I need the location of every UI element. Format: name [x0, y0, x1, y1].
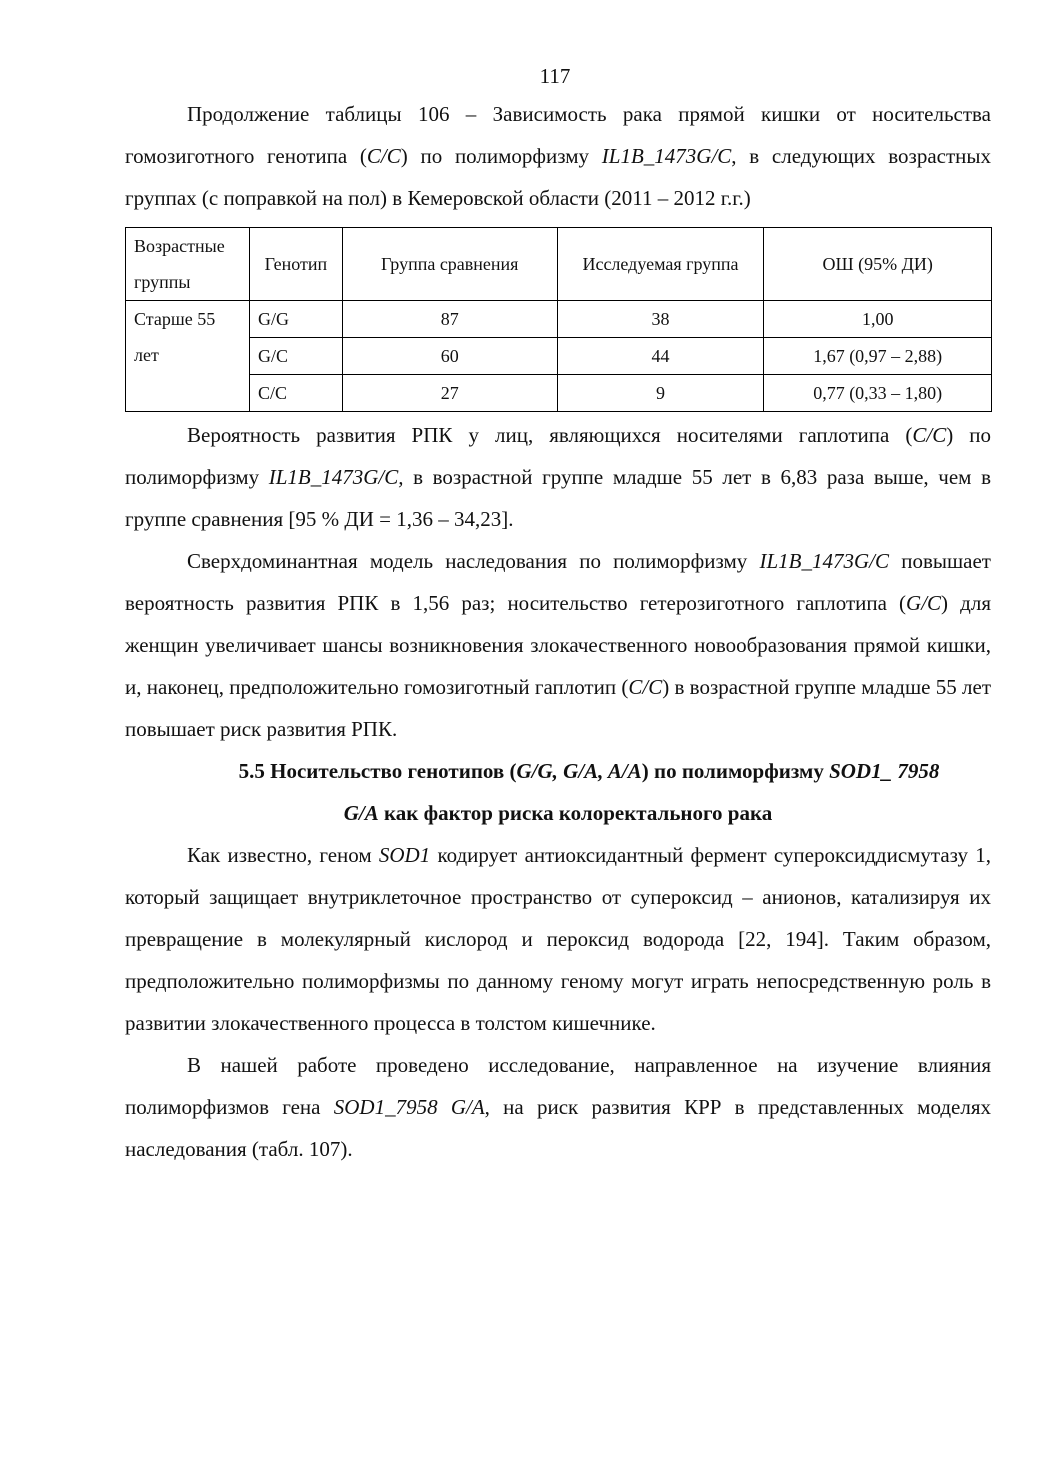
genotype-cell: C/C: [249, 375, 342, 412]
table-caption: Продолжение таблицы 106 – Зависимость рака прямой кишки от носительства гомозиготного генотипа (С/С) по полиморфизму IL1B_1473G/C, в следующих возрастных группах (с поправкой на пол) в Кемеровской области (2011 – 2012 г.г.): [125, 102, 992, 210]
paragraph-sod1-function: Как известно, геном SOD1 кодирует антиоксидантный фермент супероксиддисмутазу 1, который защищает внутриклеточное пространство от супероксид – анионов, катализируя их превращение в молекулярный кислород и пероксид водорода [22, 194]. Таким образом, предположительно полиморфизмы по данному геному могут играть непосредственную роль в развитии злокачественного процесса в толстом кишечнике.: [125, 843, 992, 1035]
study-cell: 9: [557, 375, 764, 412]
paragraph-overdominant-model: Сверхдоминантная модель наследования по полиморфизму IL1B_1473G/C повышает вероятность развития РПК в 1,56 раз; носительство гетерозиготного гаплотипа (G/C) для женщин увеличивает шансы возникновения злокачественного новообразования прямой кишки, и, наконец, предположительно гомозиготный гаплотип (С/С) в возрастной группе младше 55 лет повышает риск развития РПК.: [125, 549, 991, 741]
genotype-table: [125, 227, 992, 412]
odds-ratio-cell: 0,77 (0,33 – 1,80): [764, 375, 992, 412]
table-row: [126, 375, 992, 412]
odds-ratio-cell: 1,67 (0,97 – 2,88): [764, 338, 992, 375]
odds-ratio-cell: 1,00: [764, 301, 992, 338]
comparison-cell: 60: [342, 338, 557, 375]
age-group-cell: Старше 55 лет: [126, 301, 250, 412]
header-comparison-group: Группа сравнения: [342, 228, 557, 301]
header-age-group: Возрастные группы: [126, 228, 250, 301]
paragraph-probability: Вероятность развития РПК у лиц, являющихся носителями гаплотипа (С/С) по полиморфизму IL1B_1473G/C, в возрастной группе младше 55 лет в 6,83 раза выше, чем в группе сравнения [95 % ДИ = 1,36 – 34,23].: [125, 423, 991, 531]
header-genotype: Генотип: [249, 228, 342, 301]
paragraph-study-description: В нашей работе проведено исследование, направленное на изучение влияния полиморфизмов гена SOD1_7958 G/A, на риск развития КРР в представленных моделях наследования (табл. 107).: [125, 1053, 991, 1161]
study-cell: 44: [557, 338, 764, 375]
genotype-cell: G/G: [249, 301, 342, 338]
table-row: [126, 338, 992, 375]
page-number: 117: [539, 64, 571, 88]
study-cell: 38: [557, 301, 764, 338]
header-odds-ratio: ОШ (95% ДИ): [764, 228, 992, 301]
table-header-row: [126, 228, 992, 301]
comparison-cell: 27: [342, 375, 557, 412]
header-study-group: Исследуемая группа: [557, 228, 764, 301]
page-content: [125, 93, 991, 1170]
section-heading: 5.5 Носительство генотипов (G/G, G/A, A/A) по полиморфизму SOD1_ 7958: [238, 759, 940, 783]
section-heading-line2: G/A как фактор риска колоректального рака: [343, 801, 773, 825]
comparison-cell: 87: [342, 301, 557, 338]
genotype-cell: G/C: [249, 338, 342, 375]
table-row: [126, 301, 992, 338]
